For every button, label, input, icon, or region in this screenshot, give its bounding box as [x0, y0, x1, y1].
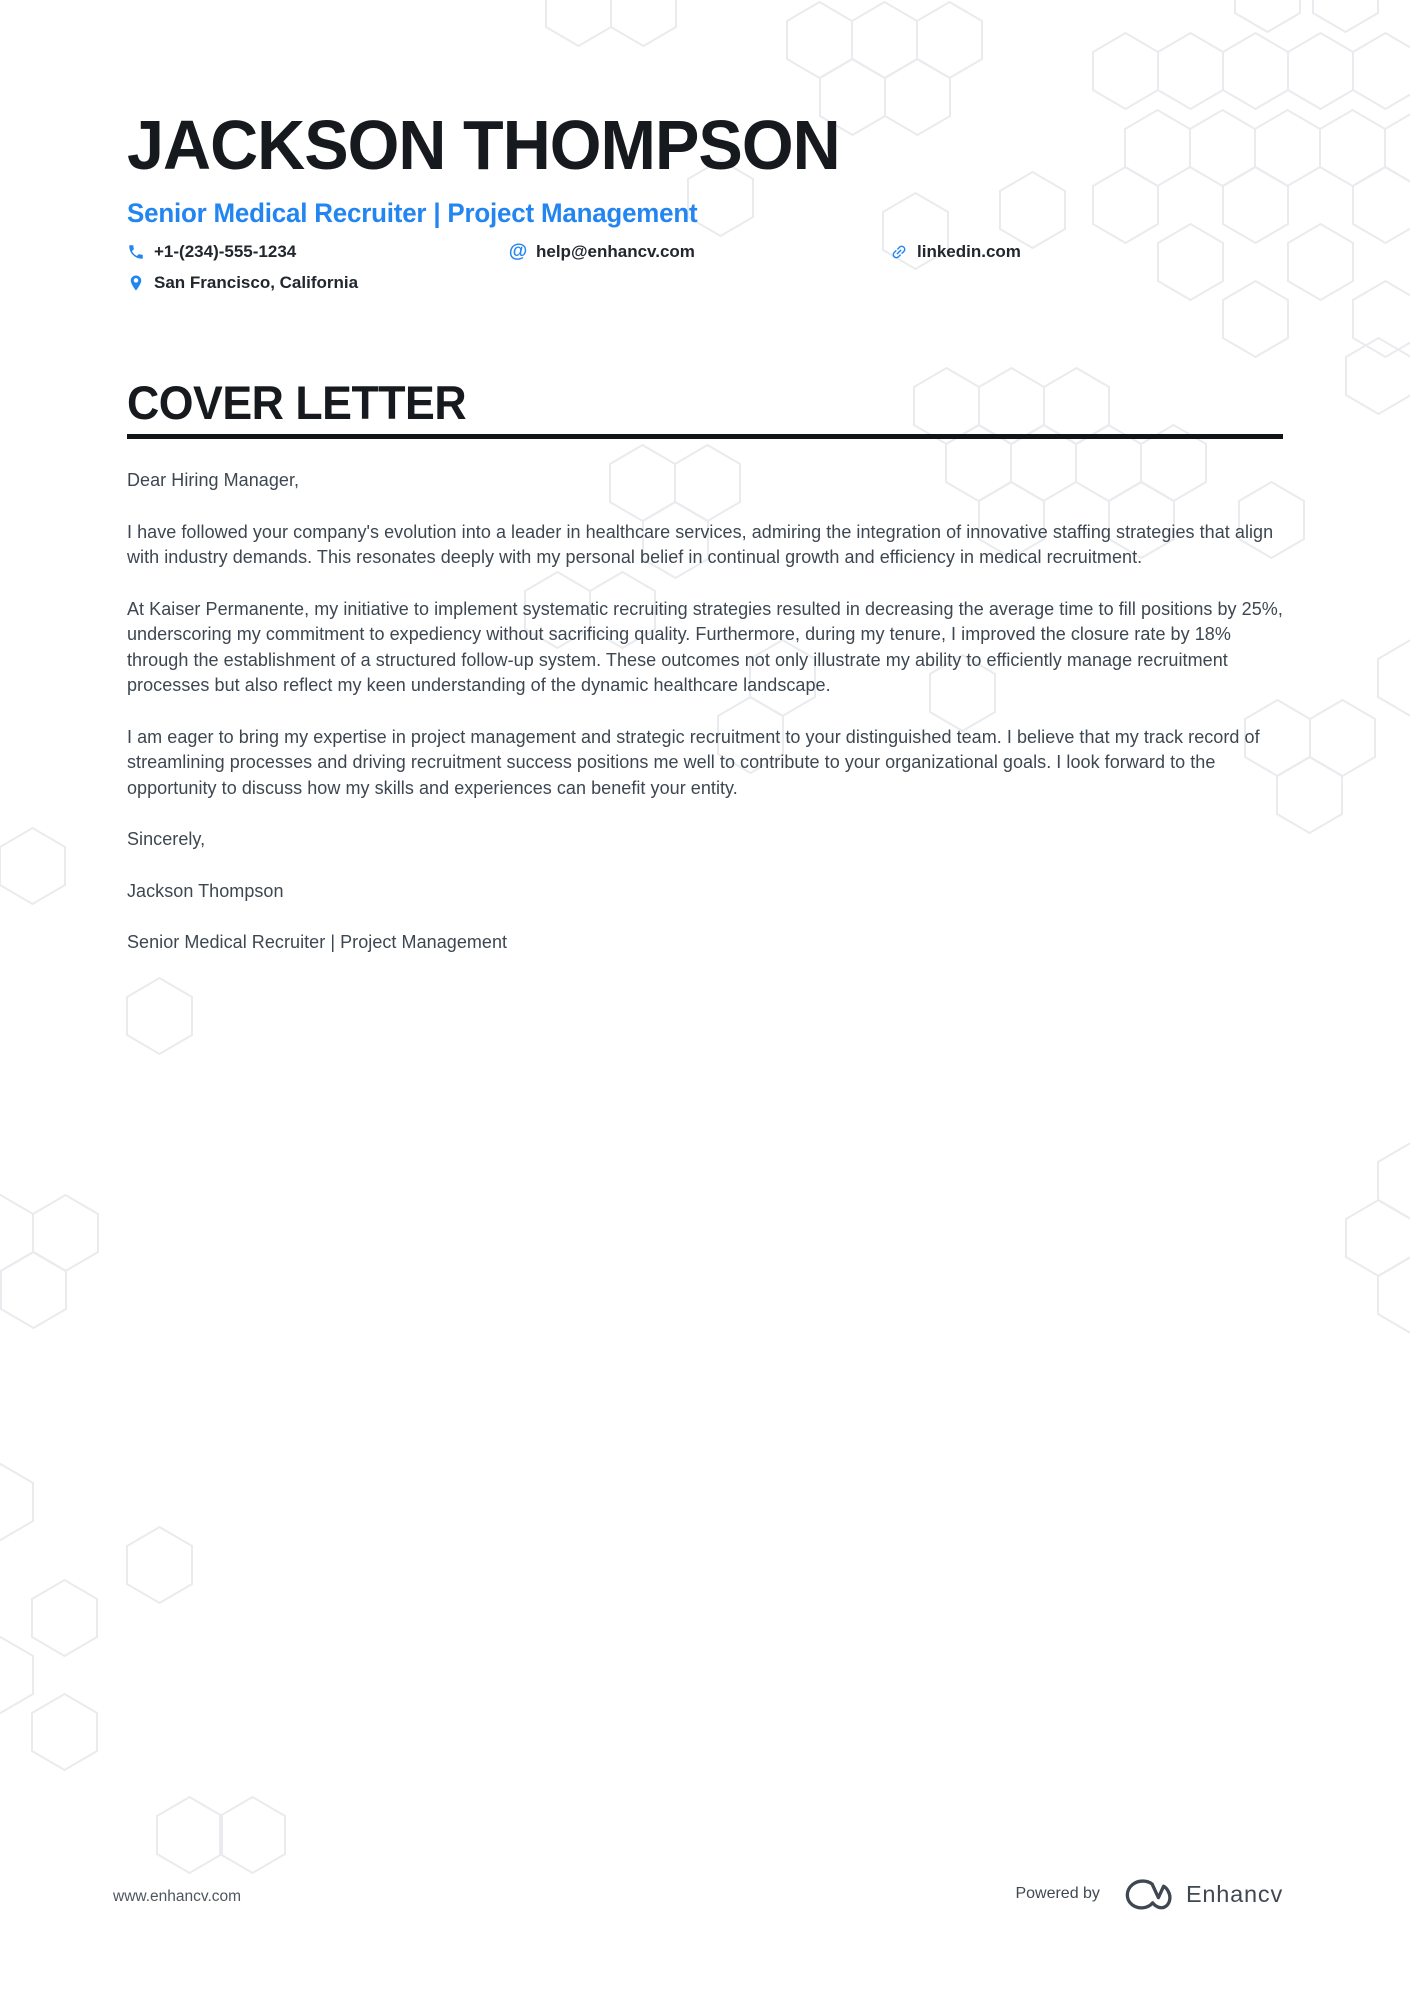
signature-title: Senior Medical Recruiter | Project Management	[127, 932, 508, 952]
enhancv-infinity-logo-icon	[1122, 1877, 1174, 1911]
email-address: help@enhancv.com	[536, 242, 695, 261]
powered-by-enhancv[interactable]	[1015, 1877, 1283, 1911]
letter-paragraph: I am eager to bring my expertise in project management and strategic recruitment to your distinguished team. I believe that my track record of streamlining processes and driving recruitment success positions me well to contribute to your organizational goals. I look forward to the opportunity to discuss how my skills and experiences can benefit your entity.	[127, 726, 1260, 798]
email-contact[interactable]	[509, 242, 890, 262]
salutation: Dear Hiring Manager,	[127, 470, 300, 490]
contact-info	[127, 242, 1283, 293]
cover-letter-section-title: COVER LETTER	[127, 376, 467, 429]
link-icon	[890, 243, 908, 261]
section-title-underline	[127, 434, 1283, 439]
closing: Sincerely,	[127, 829, 206, 849]
enhancv-website-link[interactable]: www.enhancv.com	[113, 1888, 242, 1905]
letter-paragraph: At Kaiser Permanente, my initiative to implement systematic recruiting strategies resulted in decreasing the average time to fill positions by 25%, underscoring my commitment to expediency without sacrificing quality. Furthermore, during my tenure, I improved the closure rate by 18% through the establishment of a structured follow-up system. These outcomes not only illustrate my ability to efficiently manage recruitment processes but also reflect my keen understanding of the dynamic healthcare landscape.	[127, 598, 1283, 695]
letter-body	[127, 468, 1283, 956]
enhancv-wordmark: Enhancv	[1185, 1880, 1283, 1907]
linkedin-contact[interactable]	[890, 242, 1283, 262]
phone-icon	[127, 243, 145, 261]
powered-by-label: Powered by	[1015, 1885, 1100, 1902]
page-content	[0, 0, 1410, 956]
linkedin-url: linkedin.com	[917, 242, 1021, 261]
signature-name: Jackson Thompson	[127, 880, 284, 901]
location-contact	[127, 273, 509, 293]
candidate-name: JACKSON THOMPSON	[127, 106, 840, 184]
location-text: San Francisco, California	[154, 273, 359, 292]
candidate-job-title: Senior Medical Recruiter | Project Management	[127, 198, 698, 228]
letter-paragraph: I have followed your company's evolution into a leader in healthcare services, admiring the integration of innovative staffing strategies that align with industry demands. This resonates deeply with my personal belief in continual growth and efficiency in medical recruitment.	[127, 521, 1274, 567]
location-pin-icon	[127, 274, 145, 292]
phone-number: +1-(234)-555-1234	[154, 242, 297, 261]
at-icon: @	[508, 241, 528, 262]
phone-contact	[127, 242, 509, 262]
